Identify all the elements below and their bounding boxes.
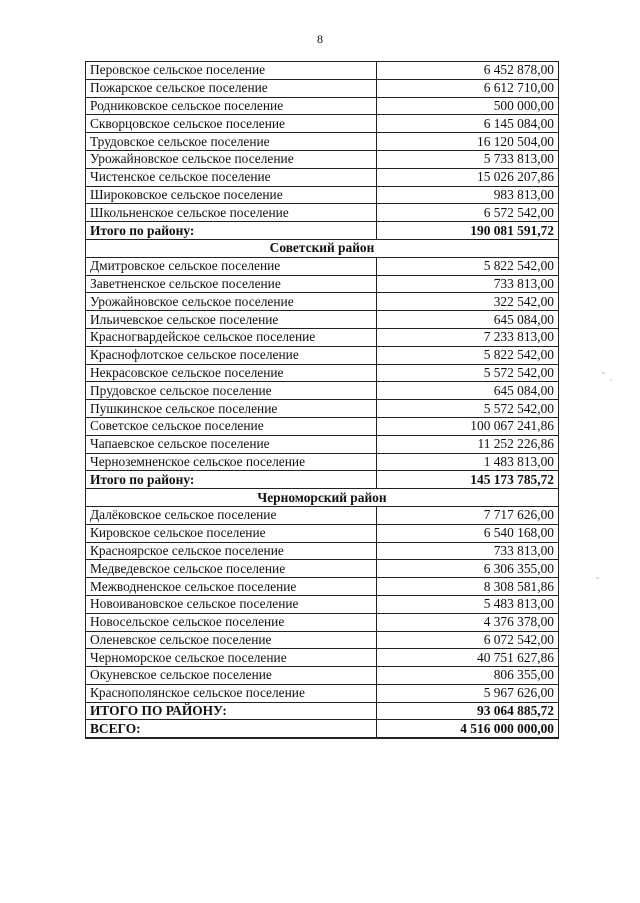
settlement-amount: 5 967 626,00 xyxy=(377,684,559,702)
table-row xyxy=(86,649,559,667)
table-row xyxy=(86,417,559,435)
district-total-row xyxy=(86,222,559,240)
settlement-name: Дмитровское сельское поселение xyxy=(86,257,377,275)
settlement-amount: 6 572 542,00 xyxy=(377,204,559,222)
settlement-name: Чистенское сельское поселение xyxy=(86,168,377,186)
page-number: 8 xyxy=(317,32,323,46)
settlement-name: Школьненское сельское поселение xyxy=(86,204,377,222)
settlement-name: Новосельское сельское поселение xyxy=(86,613,377,631)
settlement-name: Урожайновское сельское поселение xyxy=(86,293,377,311)
table-row xyxy=(86,62,559,80)
settlement-amount: 733 813,00 xyxy=(377,542,559,560)
table-row xyxy=(86,168,559,186)
settlement-name: Перовское сельское поселение xyxy=(86,62,377,80)
district-total-label: Итого по району: xyxy=(86,222,377,240)
table-row xyxy=(86,578,559,596)
table-row xyxy=(86,595,559,613)
table-row xyxy=(86,435,559,453)
grand-total-row xyxy=(86,720,559,738)
settlement-name: Краснополянское сельское поселение xyxy=(86,684,377,702)
table-row xyxy=(86,524,559,542)
settlement-amount: 100 067 241,86 xyxy=(377,417,559,435)
table-row xyxy=(86,275,559,293)
table-row xyxy=(86,150,559,168)
scan-mark xyxy=(602,372,605,374)
settlement-amount: 1 483 813,00 xyxy=(377,453,559,471)
budget-table xyxy=(85,61,559,739)
settlement-name: Трудовское сельское поселение xyxy=(86,133,377,151)
district-total-row xyxy=(86,471,559,489)
district-total-amount: 93 064 885,72 xyxy=(377,702,559,720)
table-row xyxy=(86,186,559,204)
settlement-amount: 645 084,00 xyxy=(377,382,559,400)
settlement-amount: 6 452 878,00 xyxy=(377,62,559,80)
table-row xyxy=(86,506,559,524)
settlement-name: Ильичевское сельское поселение xyxy=(86,311,377,329)
settlement-amount: 16 120 504,00 xyxy=(377,133,559,151)
settlement-name: Некрасовское сельское поселение xyxy=(86,364,377,382)
district-heading: Черноморский район xyxy=(86,489,559,507)
settlement-amount: 5 572 542,00 xyxy=(377,364,559,382)
table-row xyxy=(86,667,559,685)
settlement-amount: 6 306 355,00 xyxy=(377,560,559,578)
settlement-name: Оленевское сельское поселение xyxy=(86,631,377,649)
settlement-amount: 7 717 626,00 xyxy=(377,506,559,524)
settlement-name: Краснофлотское сельское поселение xyxy=(86,346,377,364)
settlement-amount: 4 376 378,00 xyxy=(377,613,559,631)
district-heading-row xyxy=(86,489,559,507)
table-row xyxy=(86,133,559,151)
table-row xyxy=(86,115,559,133)
settlement-amount: 5 822 542,00 xyxy=(377,257,559,275)
settlement-amount: 11 252 226,86 xyxy=(377,435,559,453)
table-row xyxy=(86,328,559,346)
settlement-name: Советское сельское поселение xyxy=(86,417,377,435)
settlement-amount: 40 751 627,86 xyxy=(377,649,559,667)
table-row xyxy=(86,613,559,631)
settlement-amount: 5 572 542,00 xyxy=(377,400,559,418)
settlement-name: Красноярское сельское поселение xyxy=(86,542,377,560)
table-row xyxy=(86,542,559,560)
settlement-amount: 6 612 710,00 xyxy=(377,79,559,97)
settlement-name: Заветненское сельское поселение xyxy=(86,275,377,293)
settlement-name: Окуневское сельское поселение xyxy=(86,667,377,685)
district-total-label: Итого по району: xyxy=(86,471,377,489)
table-row xyxy=(86,97,559,115)
settlement-amount: 806 355,00 xyxy=(377,667,559,685)
settlement-name: Кировское сельское поселение xyxy=(86,524,377,542)
table-row xyxy=(86,204,559,222)
table-row xyxy=(86,257,559,275)
settlement-name: Черноморское сельское поселение xyxy=(86,649,377,667)
table-row xyxy=(86,293,559,311)
scan-mark xyxy=(596,577,599,579)
settlement-amount: 322 542,00 xyxy=(377,293,559,311)
table-row xyxy=(86,364,559,382)
settlement-amount: 5 483 813,00 xyxy=(377,595,559,613)
settlement-name: Родниковское сельское поселение xyxy=(86,97,377,115)
table-row xyxy=(86,453,559,471)
table-row xyxy=(86,560,559,578)
district-total-amount: 190 081 591,72 xyxy=(377,222,559,240)
settlement-name: Черноземненское сельское поселение xyxy=(86,453,377,471)
settlement-amount: 983 813,00 xyxy=(377,186,559,204)
settlement-name: Межводненское сельское поселение xyxy=(86,578,377,596)
settlement-amount: 645 084,00 xyxy=(377,311,559,329)
settlement-amount: 7 233 813,00 xyxy=(377,328,559,346)
settlement-name: Пожарское сельское поселение xyxy=(86,79,377,97)
settlement-amount: 6 072 542,00 xyxy=(377,631,559,649)
settlement-name: Чапаевское сельское поселение xyxy=(86,435,377,453)
settlement-name: Красногвардейское сельское поселение xyxy=(86,328,377,346)
scan-mark xyxy=(610,379,612,381)
settlement-amount: 15 026 207,86 xyxy=(377,168,559,186)
settlement-amount: 8 308 581,86 xyxy=(377,578,559,596)
table-row xyxy=(86,400,559,418)
district-total-amount: 145 173 785,72 xyxy=(377,471,559,489)
settlement-amount: 6 145 084,00 xyxy=(377,115,559,133)
table-row xyxy=(86,631,559,649)
settlement-name: Новоивановское сельское поселение xyxy=(86,595,377,613)
table-row xyxy=(86,346,559,364)
district-heading: Советский район xyxy=(86,239,559,257)
district-heading-row xyxy=(86,239,559,257)
settlement-name: Широковское сельское поселение xyxy=(86,186,377,204)
grand-total-label: ВСЕГО: xyxy=(86,720,377,738)
settlement-name: Пушкинское сельское поселение xyxy=(86,400,377,418)
grand-total-amount: 4 516 000 000,00 xyxy=(377,720,559,738)
settlement-amount: 500 000,00 xyxy=(377,97,559,115)
district-total-row xyxy=(86,702,559,720)
settlement-amount: 5 822 542,00 xyxy=(377,346,559,364)
settlement-name: Далёковское сельское поселение xyxy=(86,506,377,524)
district-total-label: ИТОГО ПО РАЙОНУ: xyxy=(86,702,377,720)
settlement-name: Урожайновское сельское поселение xyxy=(86,150,377,168)
table-row xyxy=(86,684,559,702)
table-row xyxy=(86,79,559,97)
settlement-amount: 733 813,00 xyxy=(377,275,559,293)
table-row xyxy=(86,311,559,329)
settlement-name: Скворцовское сельское поселение xyxy=(86,115,377,133)
settlement-amount: 6 540 168,00 xyxy=(377,524,559,542)
settlement-name: Медведевское сельское поселение xyxy=(86,560,377,578)
table-row xyxy=(86,382,559,400)
settlement-name: Прудовское сельское поселение xyxy=(86,382,377,400)
settlement-amount: 5 733 813,00 xyxy=(377,150,559,168)
